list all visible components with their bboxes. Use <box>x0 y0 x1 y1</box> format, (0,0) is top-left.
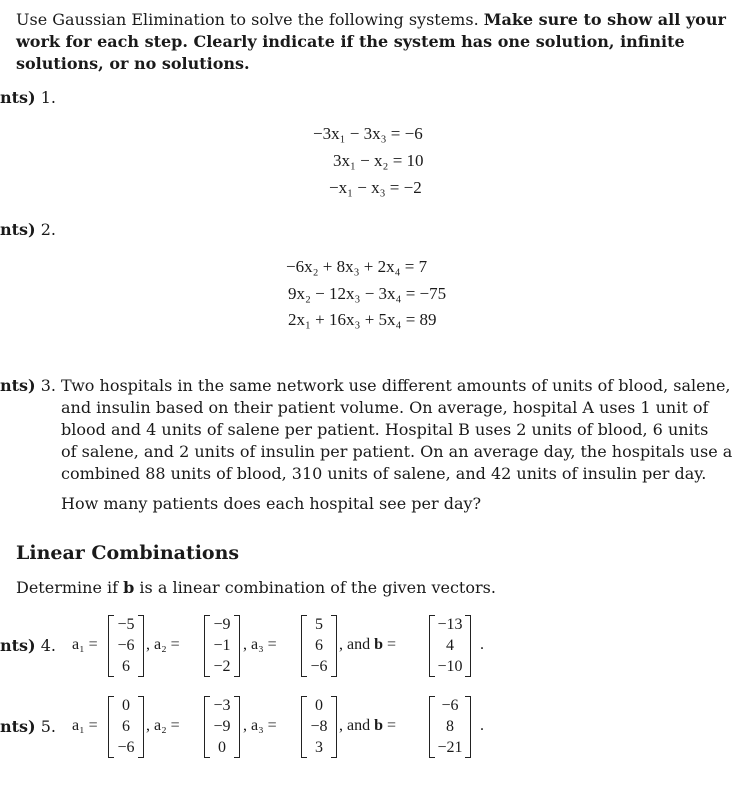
p2-eq-3: 2x₁ + 16x₃ + 5x₄ = 89 <box>288 310 437 329</box>
p4-vector-a2 <box>204 615 240 677</box>
instruction-text: Determine if <box>16 578 119 597</box>
p4-a1-label: a₁ = <box>72 636 98 653</box>
problem-3-label <box>0 375 56 397</box>
p3-question: How many patients does each hospital see per day? <box>61 494 482 513</box>
vector-entry: −2 <box>213 658 231 675</box>
instruction-text-end: is a linear combination of the given vectors. <box>139 578 496 597</box>
vector-entry: −6 <box>441 697 459 714</box>
points-label: nts) <box>0 376 36 395</box>
p5-a3-label: , a₃ = <box>243 717 277 734</box>
intro-line-3: solutions, or no solutions. <box>16 54 250 73</box>
points-label: nts) <box>0 220 36 239</box>
points-label: nts) <box>0 717 36 736</box>
problem-2-label <box>0 219 56 241</box>
vector-entry: −21 <box>437 739 463 756</box>
section-instruction <box>16 577 496 599</box>
section-title: Linear Combinations <box>16 542 240 564</box>
vector-entry: −6 <box>310 658 328 675</box>
points-label: nts) <box>0 636 36 655</box>
vector-entry: 6 <box>122 658 130 675</box>
problem-number: 3. <box>40 376 56 395</box>
vector-entry: −10 <box>437 658 463 675</box>
vector-entry: −9 <box>213 718 231 735</box>
vector-entry: 4 <box>446 637 454 654</box>
p4-period: . <box>480 636 484 653</box>
p3-line-5: combined 88 units of blood, 310 units of salene, and 42 units of insulin per day. <box>61 464 707 483</box>
p4-vector-b <box>429 615 471 677</box>
intro-line-2: work for each step. Clearly indicate if the system has one solution, infinite <box>16 32 685 51</box>
p5-a2-label: , a₂ = <box>146 717 180 734</box>
p4-b-label: , and b = <box>339 636 397 653</box>
p3-line-2: and insulin based on their patient volume. On average, hospital A uses 1 unit of <box>61 398 709 417</box>
problem-number: 1. <box>40 88 56 107</box>
p5-period: . <box>480 717 484 734</box>
vector-entry: −1 <box>213 637 231 654</box>
p5-vector-a2 <box>204 696 240 758</box>
vector-entry: −9 <box>213 616 231 633</box>
vector-entry: −5 <box>117 616 135 633</box>
p3-line-3: blood and 4 units of salene per patient. Hospital B uses 2 units of blood, 6 units <box>61 420 709 439</box>
problem-1-label <box>0 87 56 109</box>
intro-bold: Make sure to show all your <box>483 10 726 29</box>
vector-entry: −6 <box>117 637 135 654</box>
p1-eq-3: −x₁ − x₃ = −2 <box>329 178 422 197</box>
vector-entry: 0 <box>122 697 130 714</box>
vector-entry: −8 <box>310 718 328 735</box>
p1-eq-2: 3x₁ − x₂ = 10 <box>333 151 424 170</box>
vector-entry: 0 <box>315 697 323 714</box>
vector-entry: 8 <box>446 718 454 735</box>
p2-eq-1: −6x₂ + 8x₃ + 2x₄ = 7 <box>286 257 428 276</box>
p4-vector-a3 <box>301 615 337 677</box>
intro-normal: Use Gaussian Elimination to solve the following systems. <box>16 10 479 29</box>
p5-vector-a3 <box>301 696 337 758</box>
p5-a1-label: a₁ = <box>72 717 98 734</box>
p5-vector-b <box>429 696 471 758</box>
p5-vector-a1 <box>108 696 144 758</box>
problem-number: 2. <box>40 220 56 239</box>
p2-eq-2: 9x₂ − 12x₃ − 3x₄ = −75 <box>288 284 447 303</box>
vector-entry: 6 <box>122 718 130 735</box>
vector-entry: 5 <box>315 616 323 633</box>
problem-5-label <box>0 716 56 738</box>
p3-line-1: Two hospitals in the same network use different amounts of units of blood, salene, <box>61 376 731 395</box>
p4-a3-label: , a₃ = <box>243 636 277 653</box>
intro-line-1 <box>16 9 726 31</box>
vector-entry: −13 <box>437 616 463 633</box>
vector-entry: −3 <box>213 697 231 714</box>
p3-line-4: of salene, and 2 units of insulin per patient. On an average day, the hospitals use a <box>61 442 733 461</box>
vector-entry: −6 <box>117 739 135 756</box>
vector-entry: 6 <box>315 637 323 654</box>
vector-entry: 0 <box>218 739 226 756</box>
p5-b-label: , and b = <box>339 717 397 734</box>
p4-vector-a1 <box>108 615 144 677</box>
vector-entry: 3 <box>315 739 323 756</box>
problem-number: 4. <box>40 636 56 655</box>
problem-4-label <box>0 635 56 657</box>
instruction-b: b <box>123 578 135 597</box>
p4-a2-label: , a₂ = <box>146 636 180 653</box>
points-label: nts) <box>0 88 36 107</box>
p1-eq-1: −3x₁ − 3x₃ = −6 <box>313 124 423 143</box>
problem-number: 5. <box>40 717 56 736</box>
